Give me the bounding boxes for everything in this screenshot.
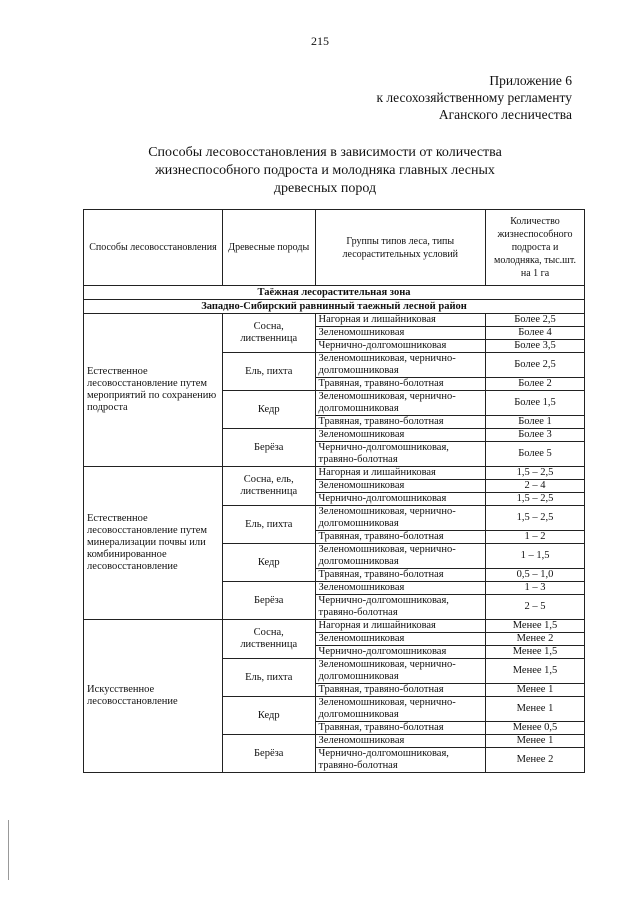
forest-type-cell: Зеленомошниковая, чернично-долгомошниковая xyxy=(315,506,486,531)
table-row xyxy=(84,467,585,480)
species-cell: Берёза xyxy=(222,582,315,620)
species-cell: Сосна, лиственница xyxy=(222,314,315,353)
forest-type-cell: Нагорная и лишайниковая xyxy=(315,620,486,633)
quantity-cell: Более 3,5 xyxy=(486,340,585,353)
species-cell: Ель, пихта xyxy=(222,353,315,391)
forest-type-cell: Зеленомошниковая xyxy=(315,582,486,595)
quantity-cell: 1 – 3 xyxy=(486,582,585,595)
quantity-cell: Менее 1 xyxy=(486,735,585,748)
appendix-header xyxy=(377,72,573,123)
forest-type-cell: Зеленомошниковая, чернично-долгомошниковая xyxy=(315,697,486,722)
forest-type-cell: Травяная, травяно-болотная xyxy=(315,722,486,735)
document-title xyxy=(130,144,520,198)
reforestation-table xyxy=(83,209,585,773)
species-cell: Кедр xyxy=(222,391,315,429)
table-row xyxy=(84,314,585,327)
scan-margin-mark xyxy=(8,820,9,880)
species-cell: Берёза xyxy=(222,429,315,467)
quantity-cell: Более 3 xyxy=(486,429,585,442)
species-cell: Ель, пихта xyxy=(222,659,315,697)
quantity-cell: 2 – 5 xyxy=(486,595,585,620)
forest-type-cell: Зеленомошниковая xyxy=(315,633,486,646)
quantity-cell: 2 – 4 xyxy=(486,480,585,493)
forest-type-cell: Чернично-долгомошниковая, травяно-болотная xyxy=(315,442,486,467)
forest-type-cell: Травяная, травяно-болотная xyxy=(315,416,486,429)
page-number: 215 xyxy=(311,34,329,48)
table-body xyxy=(84,286,585,773)
forest-type-cell: Зеленомошниковая, чернично-долгомошниковая xyxy=(315,391,486,416)
forest-type-cell: Зеленомошниковая, чернично-долгомошниковая xyxy=(315,544,486,569)
forest-type-cell: Зеленомошниковая xyxy=(315,480,486,493)
quantity-cell: Менее 1 xyxy=(486,697,585,722)
forest-type-cell: Чернично-долгомошниковая xyxy=(315,340,486,353)
quantity-cell: 1,5 – 2,5 xyxy=(486,493,585,506)
forest-type-cell: Травяная, травяно-болотная xyxy=(315,684,486,697)
quantity-cell: Более 4 xyxy=(486,327,585,340)
forest-type-cell: Чернично-долгомошниковая, травяно-болотная xyxy=(315,595,486,620)
appendix-line: к лесохозяйственному регламенту xyxy=(376,90,572,105)
species-cell: Кедр xyxy=(222,697,315,735)
forest-type-cell: Травяная, травяно-болотная xyxy=(315,378,486,391)
forest-type-cell: Травяная, травяно-болотная xyxy=(315,531,486,544)
quantity-cell: Менее 0,5 xyxy=(486,722,585,735)
forest-type-cell: Чернично-долгомошниковая xyxy=(315,493,486,506)
quantity-cell: Менее 1 xyxy=(486,684,585,697)
quantity-cell: Более 1,5 xyxy=(486,391,585,416)
forest-type-cell: Зеленомошниковая xyxy=(315,327,486,340)
quantity-cell: Менее 2 xyxy=(486,748,585,773)
quantity-cell: Более 2,5 xyxy=(486,353,585,378)
appendix-line: Приложение 6 xyxy=(489,73,572,88)
quantity-cell: Более 1 xyxy=(486,416,585,429)
table-header-row xyxy=(84,210,585,286)
method-cell: Искусственное лесовосстановление xyxy=(84,620,223,773)
header-group: Группы типов леса, типы лесорастительных условий xyxy=(315,210,486,286)
forest-type-cell: Нагорная и лишайниковая xyxy=(315,314,486,327)
forest-type-cell: Зеленомошниковая, чернично-долгомошниковая xyxy=(315,353,486,378)
quantity-cell: 1 – 1,5 xyxy=(486,544,585,569)
forest-type-cell: Чернично-долгомошниковая xyxy=(315,646,486,659)
table-row xyxy=(84,620,585,633)
species-cell: Берёза xyxy=(222,735,315,773)
forest-type-cell: Нагорная и лишайниковая xyxy=(315,467,486,480)
title-line: жизнеспособного подроста и молодняка главных лесных xyxy=(155,163,495,178)
forest-type-cell: Травяная, травяно-болотная xyxy=(315,569,486,582)
quantity-cell: Менее 1,5 xyxy=(486,659,585,684)
method-cell: Естественное лесовосстановление путем мероприятий по сохранению подроста xyxy=(84,314,223,467)
region-label: Западно-Сибирский равнинный таежный лесной район xyxy=(84,300,585,314)
quantity-cell: Более 2,5 xyxy=(486,314,585,327)
quantity-cell: 1 – 2 xyxy=(486,531,585,544)
species-cell: Сосна, лиственница xyxy=(222,620,315,659)
quantity-cell: 0,5 – 1,0 xyxy=(486,569,585,582)
header-species: Древесные породы xyxy=(222,210,315,286)
forest-type-cell: Зеленомошниковая xyxy=(315,429,486,442)
species-cell: Кедр xyxy=(222,544,315,582)
appendix-line: Аганского лесничества xyxy=(438,107,572,122)
quantity-cell: 1,5 – 2,5 xyxy=(486,506,585,531)
quantity-cell: 1,5 – 2,5 xyxy=(486,467,585,480)
quantity-cell: Более 2 xyxy=(486,378,585,391)
zone-label: Таёжная лесорастительная зона xyxy=(84,286,585,300)
quantity-cell: Менее 2 xyxy=(486,633,585,646)
quantity-cell: Менее 1,5 xyxy=(486,646,585,659)
title-line: Способы лесовосстановления в зависимости от количества xyxy=(148,145,502,160)
header-method: Способы лесовосстановления xyxy=(84,210,223,286)
forest-type-cell: Зеленомошниковая, чернично-долгомошниковая xyxy=(315,659,486,684)
forest-type-cell: Чернично-долгомошниковая, травяно-болотная xyxy=(315,748,486,773)
species-cell: Ель, пихта xyxy=(222,506,315,544)
species-cell: Сосна, ель, лиственница xyxy=(222,467,315,506)
header-qty: Количество жизнеспособного подроста и молодняка, тыс.шт. на 1 га xyxy=(486,210,585,286)
quantity-cell: Менее 1,5 xyxy=(486,620,585,633)
zone-row xyxy=(84,286,585,300)
region-row xyxy=(84,300,585,314)
forest-type-cell: Зеленомошниковая xyxy=(315,735,486,748)
title-line: древесных пород xyxy=(273,181,377,196)
quantity-cell: Более 5 xyxy=(486,442,585,467)
method-cell: Естественное лесовосстановление путем минерализации почвы или комбинированное лесовосстановление xyxy=(84,467,223,620)
